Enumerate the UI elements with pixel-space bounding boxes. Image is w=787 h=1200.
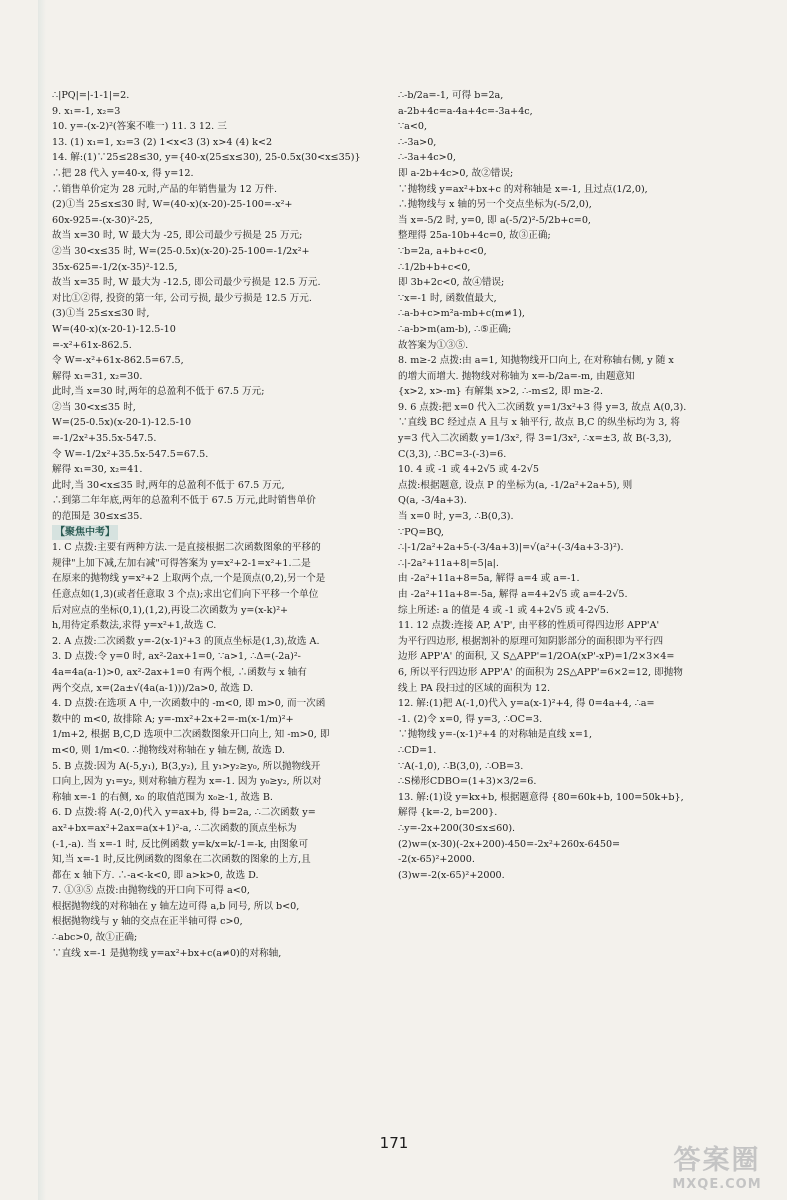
answer-line: 根据抛物线与 y 轴的交点在正半轴可得 c>0,	[52, 916, 243, 928]
answer-line: 8. m≥-2 点拨:由 a=1, 知抛物线开口向上, 在对称轴右侧, y 随 x	[398, 355, 674, 367]
answer-line: 3. D 点拨:令 y=0 时, ax²-2ax+1=0, ∵a>1, ∴Δ=(-2a)²-	[52, 651, 301, 663]
answer-line: 35x-625=-1/2(x-35)²-12.5,	[52, 261, 178, 273]
answer-line: {x>2, x>-m} 有解集 x>2, ∴-m≤2, 即 m≥-2.	[398, 386, 604, 398]
answer-line: ∴a-b+c>m²a-mb+c(m≠1),	[398, 308, 525, 320]
answer-line: 故当 x=30 时, W 最大为 -25, 即公司最少亏损是 25 万元;	[52, 230, 303, 242]
answer-line: 5. B 点拨:因为 A(-5,y₁), B(3,y₂), 且 y₁>y₂≥y₀, 所以抛物线开	[52, 760, 321, 772]
answer-line: y=3 代入二次函数 y=1/3x², 得 3=1/3x², ∴x=±3, 故 B(-3,3),	[398, 433, 672, 445]
answer-line: 10. 4 或 -1 或 4+2√5 或 4-2√5	[398, 464, 539, 476]
answer-line: ∵b=2a, a+b+c<0,	[398, 245, 487, 257]
section-heading: 【聚焦中考】	[52, 525, 118, 541]
answer-line: a-2b+4c=a-4a+4c=-3a+4c,	[398, 105, 533, 117]
answer-line: 当 x=0 时, y=3, ∴B(0,3).	[398, 511, 514, 523]
answer-line: ∴|-2a²+11a+8|=5|a|.	[398, 557, 499, 569]
answer-line: ∴|PQ|=|-1-1|=2.	[52, 90, 130, 101]
answer-line: 令 W=-x²+61x-862.5=67.5,	[52, 355, 184, 367]
answer-line: 都在 x 轴下方. ∴-a<-k<0, 即 a>k>0, 故选 D.	[52, 869, 259, 881]
answer-line: ∵抛物线 y=ax²+bx+c 的对称轴是 x=-1, 且过点(1/2,0),	[398, 183, 648, 195]
answer-line: 任意点如(1,3)(或者任意取 3 个点);求出它们向下平移一个单位	[52, 589, 319, 600]
answer-line: ∴a-b>m(am-b), ∴⑤正确;	[398, 323, 512, 335]
answer-line: 令 W=-1/2x²+35.5x-547.5=67.5.	[52, 448, 209, 460]
answer-line: -1. (2)令 x=0, 得 y=3, ∴OC=3.	[398, 713, 543, 725]
answer-line: 13. (1) x₁=1, x₂=3 (2) 1<x<3 (3) x>4 (4) k<2	[52, 136, 273, 148]
answer-line: C(3,3), ∴BC=3-(-3)=6.	[398, 448, 507, 460]
answer-line: ∵PQ=BQ,	[398, 526, 444, 538]
answer-line: 整理得 25a-10b+4c=0, 故③正确;	[398, 230, 551, 242]
answer-line: (2)①当 25≤x≤30 时, W=(40-x)(x-20)-25-100=-x²+	[52, 199, 293, 211]
answer-line: ∴S梯形CDBO=(1+3)×3/2=6.	[398, 776, 537, 788]
answer-line: 在原来的抛物线 y=x²+2 上取两个点,一个是顶点(0,2),另一个是	[52, 573, 326, 585]
answer-line: ∴销售单价定为 28 元时,产品的年销售量为 12 万件.	[52, 183, 277, 195]
answer-line: 60x-925=-(x-30)²-25,	[52, 214, 153, 226]
answer-line: ∵抛物线 y=-(x-1)²+4 的对称轴是直线 x=1,	[398, 729, 593, 741]
watermark-url: MXQE.COM	[672, 1177, 762, 1192]
answer-line: 的增大而增大. 抛物线对称轴为 x=-b/2a=-m, 由题意知	[398, 370, 635, 382]
answer-line: 点拨:根据题意, 设点 P 的坐标为(a, -1/2a²+2a+5), 则	[398, 479, 633, 491]
answer-line: 13. 解:(1)设 y=kx+b, 根据题意得 {80=60k+b, 100=50k+b},	[398, 791, 684, 803]
answer-line: (2)w=(x-30)(-2x+200)-450=-2x²+260x-6450=	[398, 838, 621, 850]
answer-line: ∵直线 BC 经过点 A 且与 x 轴平行, 故点 B,C 的纵坐标均为 3, 将	[398, 417, 680, 429]
answer-line: 后对应点的坐标(0,1),(1,2),再设二次函数为 y=(x-k)²+	[52, 604, 289, 616]
answer-line: -2(x-65)²+2000.	[398, 854, 475, 866]
answer-line: 4. D 点拨:在选项 A 中,一次函数中的 -m<0, 即 m>0, 而一次函	[52, 698, 326, 710]
answer-line: 为平行四边形, 根据割补的原理可知阴影部分的面积即为平行四	[398, 635, 664, 647]
answer-line: (3)①当 25≤x≤30 时,	[52, 308, 150, 320]
answer-line: =-1/2x²+35.5x-547.5.	[52, 433, 157, 445]
answer-line: ②当 30<x≤35 时,	[52, 401, 136, 413]
answer-line: 7. ①③⑤ 点拨:由抛物线的开口向下可得 a<0,	[52, 885, 250, 897]
answer-line: 10. y=-(x-2)²(答案不唯一) 11. 3 12. 三	[52, 121, 227, 133]
answer-line: 口向上,因为 y₁=y₂, 则对称轴方程为 x=-1. 因为 y₀≥y₂, 所以对	[52, 776, 322, 788]
answer-line: 1. C 点拨:主要有两种方法.一是直接根据二次函数图象的平移的	[52, 542, 321, 554]
answer-line: 的范围是 30≤x≤35.	[52, 511, 143, 523]
answer-line: 对比①②得, 投资的第一年, 公司亏损, 最少亏损是 12.5 万元.	[52, 292, 312, 304]
answer-line: ∴抛物线与 x 轴的另一个交点坐标为(-5/2,0),	[398, 199, 592, 211]
answer-line: ∵a<0,	[398, 121, 428, 133]
right-column	[398, 88, 738, 883]
answer-line: h,用待定系数法,求得 y=x²+1,故选 C.	[52, 620, 217, 632]
answer-line: 即 a-2b+4c>0, 故②错误;	[398, 167, 514, 179]
page-number: 171	[379, 1134, 409, 1152]
answer-line: W=(25-0.5x)(x-20-1)-12.5-10	[52, 417, 192, 429]
answer-line: (-1,-a). 当 x=-1 时, 反比例函数 y=k/x=k/-1=-k, 由图象可	[52, 838, 309, 850]
watermark-logo: 答案圈	[673, 1145, 761, 1176]
answer-line: 解得 x₁=31, x₂=30.	[52, 370, 143, 382]
answer-line: ∵直线 x=-1 是抛物线 y=ax²+bx+c(a≠0)的对称轴,	[52, 947, 282, 959]
answer-line: 边形 APP'A' 的面积, 又 S△APP'=1/2OA(xP'-xP)=1/2×3×4=	[398, 651, 675, 663]
answer-line: 2. A 点拨:二次函数 y=-2(x-1)²+3 的顶点坐标是(1,3),故选 A.	[52, 635, 320, 647]
left-column	[52, 88, 392, 961]
answer-line: ∴-3a+4c>0,	[398, 152, 456, 164]
answer-line: (3)w=-2(x-65)²+2000.	[398, 869, 505, 881]
answer-line: =-x²+61x-862.5.	[52, 339, 132, 351]
answer-line: ②当 30<x≤35 时, W=(25-0.5x)(x-20)-25-100=-1/2x²+	[52, 245, 310, 257]
answer-line: 当 x=-5/2 时, y=0, 即 a(-5/2)²-5/2b+c=0,	[398, 214, 591, 226]
answer-line: Q(a, -3/4a+3).	[398, 495, 467, 507]
answer-line: ∴把 28 代入 y=40-x, 得 y=12.	[52, 167, 194, 179]
answer-line: ∴-3a>0,	[398, 136, 437, 148]
answer-line: 11. 12 点拨:连接 AP, A'P', 由平移的性质可得四边形 APP'A'	[398, 620, 660, 632]
watermark	[661, 1138, 773, 1192]
answer-line: ∴CD=1.	[398, 744, 437, 756]
answer-line: W=(40-x)(x-20-1)-12.5-10	[52, 323, 176, 335]
binding-strip	[38, 0, 46, 1200]
answer-line: 两个交点, x=(2a±√(4a(a-1)))/2a>0, 故选 D.	[52, 682, 254, 694]
answer-line: 12. 解:(1)把 A(-1,0)代入 y=a(x-1)²+4, 得 0=4a+4, ∴a=	[398, 698, 655, 710]
answer-line: 即 3b+2c<0, 故④错误;	[398, 277, 505, 289]
answer-line: 9. x₁=-1, x₂=3	[52, 105, 121, 117]
answer-line: 9. 6 点拨:把 x=0 代入二次函数 y=1/3x²+3 得 y=3, 故点 A(0,3).	[398, 401, 687, 413]
answer-line: 6, 所以平行四边形 APP'A' 的面积为 2S△APP'=6×2=12, 即抛物	[398, 666, 683, 678]
answer-line: 此时,当 x=30 时,两年的总盈利不低于 67.5 万元;	[52, 386, 265, 398]
answer-line: ax²+bx=ax²+2ax=a(x+1)²-a, ∴二次函数的顶点坐标为	[52, 822, 297, 834]
answer-line: 由 -2a²+11a+8=5a, 解得 a=4 或 a=-1.	[398, 573, 580, 585]
answer-line: 解得 x₁=30, x₂=41.	[52, 464, 143, 476]
answer-line: ∴y=-2x+200(30≤x≤60).	[398, 822, 516, 834]
answer-line: 4a=4a(a-1)>0, ax²-2ax+1=0 有两个根, ∴函数与 x 轴有	[52, 666, 307, 678]
answer-line: ∴1/2b+b+c<0,	[398, 261, 471, 273]
answer-line: 6. D 点拨:将 A(-2,0)代入 y=ax+b, 得 b=2a, ∴二次函数 y=	[52, 807, 316, 819]
answer-line: ∵A(-1,0), ∴B(3,0), ∴OB=3.	[398, 760, 524, 772]
answer-line: 根据抛物线的对称轴在 y 轴左边可得 a,b 同号, 所以 b<0,	[52, 900, 300, 912]
answer-line: 1/m+2, 根据 B,C,D 选项中二次函数图象开口向上, 知 -m>0, 即	[52, 729, 330, 741]
answer-line: 综上所述: a 的值是 4 或 -1 或 4+2√5 或 4-2√5.	[398, 604, 609, 616]
answer-line: ∴abc>0, 故①正确;	[52, 932, 138, 944]
answer-line: 数中的 m<0, 故排除 A; y=-mx²+2x+2=-m(x-1/m)²+	[52, 713, 294, 725]
answer-line: m<0, 则 1/m<0. ∴抛物线对称轴在 y 轴左侧, 故选 D.	[52, 744, 285, 756]
answer-line: 此时,当 30<x≤35 时,两年的总盈利不低于 67.5 万元,	[52, 479, 285, 491]
answer-line: 规律"上加下减,左加右减"可得答案为 y=x²+2-1=x²+1.二是	[52, 557, 311, 569]
answer-line: 故当 x=35 时, W 最大为 -12.5, 即公司最少亏损是 12.5 万元.	[52, 277, 321, 289]
answer-line: 故答案为①③⑤.	[398, 339, 469, 351]
answer-line: ∴|-1/2a²+2a+5-(-3/4a+3)|=√(a²+(-3/4a+3-3)²).	[398, 542, 624, 554]
answer-line: ∴-b/2a=-1, 可得 b=2a,	[398, 90, 504, 101]
answer-line: 由 -2a²+11a+8=-5a, 解得 a=4+2√5 或 a=4-2√5.	[398, 589, 628, 600]
answer-line: 14. 解:(1)∵25≤28≤30, y={40-x(25≤x≤30), 25-0.5x(30<x≤35)}	[52, 152, 361, 164]
answer-line: 线上 PA 段扫过的区域的面积为 12.	[398, 682, 551, 694]
answer-line	[52, 525, 392, 541]
answer-line: 解得 {k=-2, b=200}.	[398, 807, 498, 819]
answer-line: 称轴 x=-1 的右侧, x₀ 的取值范围为 x₀≥-1, 故选 B.	[52, 791, 273, 803]
answer-line: 知,当 x=-1 时,反比例函数的图象在二次函数的图象的上方,且	[52, 854, 311, 866]
answer-line: ∴到第二年年底,两年的总盈利不低于 67.5 万元,此时销售单价	[52, 495, 316, 507]
answer-line: ∵x=-1 时, 函数值最大,	[398, 292, 497, 304]
